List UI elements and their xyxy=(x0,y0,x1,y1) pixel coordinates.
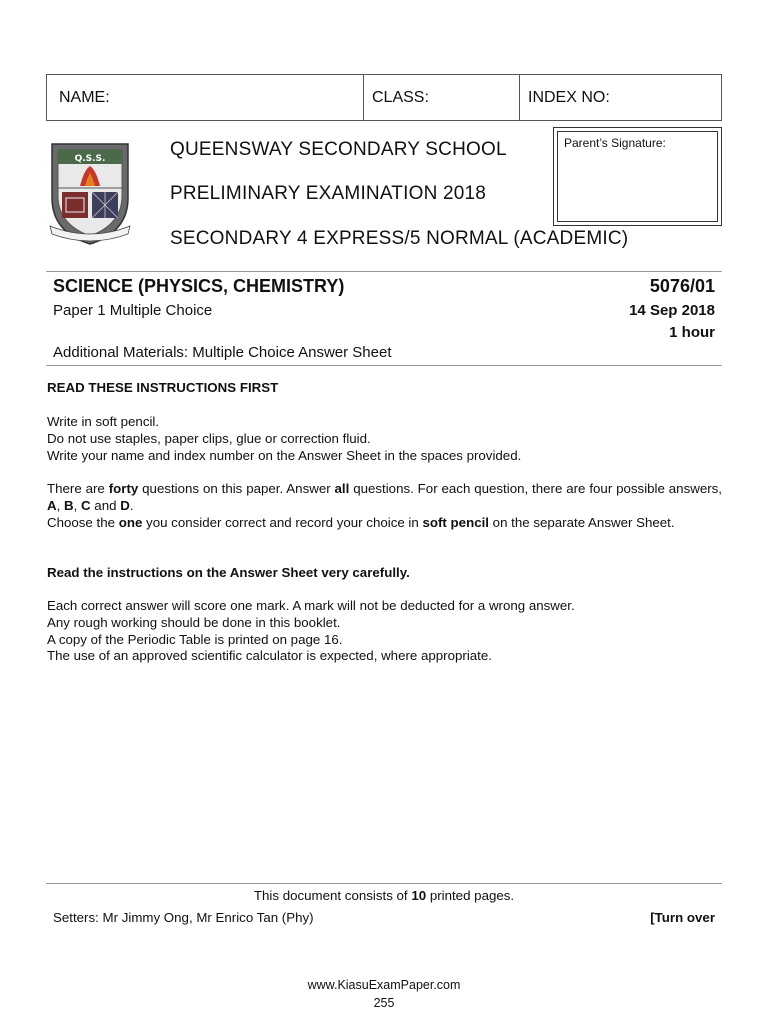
index-label: INDEX NO: xyxy=(528,88,610,106)
exam-title: PRELIMINARY EXAMINATION 2018 xyxy=(170,183,487,204)
instructions-block-1 xyxy=(47,414,722,464)
additional-materials: Additional Materials: Multiple Choice Answer Sheet xyxy=(53,344,392,361)
turn-over: [Turn over xyxy=(650,910,715,925)
paper-type: Paper 1 Multiple Choice xyxy=(53,302,213,319)
school-crest-icon xyxy=(44,140,136,246)
crest-text: Q.S.S. xyxy=(74,154,106,164)
instructions-block-2 xyxy=(47,481,722,531)
level-title: SECONDARY 4 EXPRESS/5 NORMAL (ACADEMIC) xyxy=(170,228,629,249)
footer-divider xyxy=(46,883,722,884)
subject-title: SCIENCE (PHYSICS, CHEMISTRY) xyxy=(53,276,345,296)
instructions-heading: READ THESE INSTRUCTIONS FIRST xyxy=(47,380,279,395)
instruction-line: Write your name and index number on the Answer Sheet in the spaces provided. xyxy=(47,447,522,463)
page-count-note: This document consists of 10 printed pages. xyxy=(253,888,515,903)
name-label: NAME: xyxy=(59,88,110,106)
divider-top xyxy=(46,271,722,272)
divider-middle xyxy=(46,365,722,366)
instructions-block-4 xyxy=(47,598,722,665)
name-field[interactable] xyxy=(47,75,364,120)
index-field[interactable] xyxy=(520,75,721,120)
website: www.KiasuExamPaper.com xyxy=(307,978,461,992)
instruction-paragraph: There are forty questions on this paper. Answer all questions. For each question, there are four possible answers, A, B, C and D. xyxy=(47,481,722,513)
exam-duration: 1 hour xyxy=(669,324,715,341)
subject-code: 5076/01 xyxy=(649,276,715,296)
instruction-paragraph: Choose the one you consider correct and record your choice in soft pencil on the separate Answer Sheet. xyxy=(47,514,675,530)
parent-signature-box[interactable] xyxy=(553,127,722,226)
class-field[interactable] xyxy=(364,75,520,120)
instruction-line: The use of an approved scientific calculator is expected, where appropriate. xyxy=(47,648,492,664)
instruction-line: Write in soft pencil. xyxy=(47,414,160,429)
instruction-line: Any rough working should be done in this booklet. xyxy=(47,614,341,630)
class-label: CLASS: xyxy=(372,88,429,106)
answer-sheet-notice: Read the instructions on the Answer Sheet very carefully. xyxy=(47,565,410,580)
instruction-line: Do not use staples, paper clips, glue or correction fluid. xyxy=(47,430,371,446)
student-info-table xyxy=(46,74,722,121)
instruction-line: Each correct answer will score one mark. A mark will not be deducted for a wrong answer. xyxy=(47,598,575,613)
page-number: 255 xyxy=(373,996,395,1010)
school-name: QUEENSWAY SECONDARY SCHOOL xyxy=(170,139,507,160)
exam-date: 14 Sep 2018 xyxy=(629,302,715,319)
instruction-line: A copy of the Periodic Table is printed on page 16. xyxy=(47,631,343,647)
setters: Setters: Mr Jimmy Ong, Mr Enrico Tan (Phy) xyxy=(53,910,314,925)
signature-label: Parent’s Signature: xyxy=(564,136,666,150)
